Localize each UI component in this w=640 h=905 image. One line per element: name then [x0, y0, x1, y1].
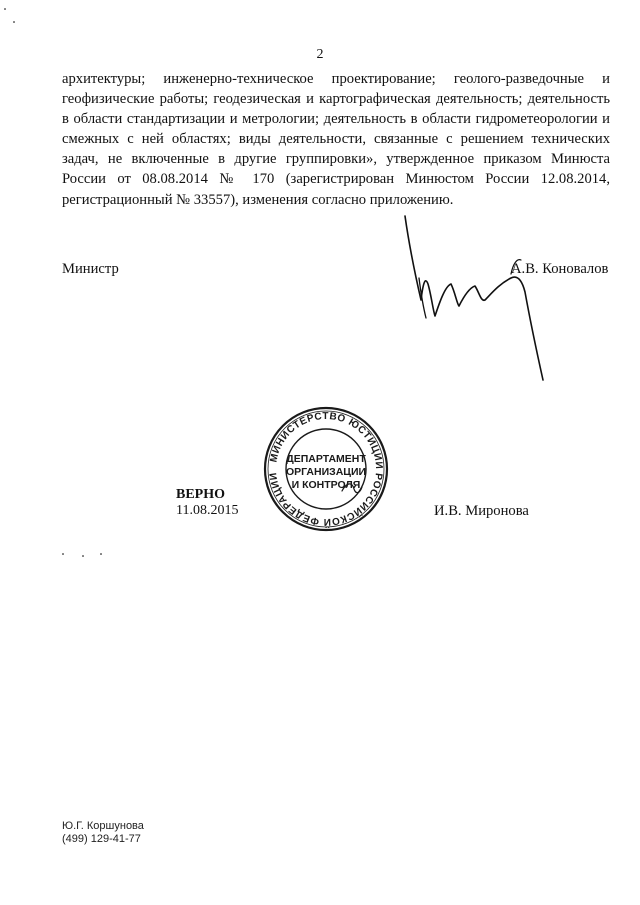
svg-text:И КОНТРОЛЯ: И КОНТРОЛЯ — [291, 479, 361, 491]
scan-speck — [4, 8, 6, 10]
body-paragraph: архитектуры; инженерно-техническое проектирование; геолого-разведочные и геофизические работы; геодезическая и картографическая деятельность; деятельность в области стандартизации и метрологии; деятельность в области гидрометеорологии и смежных с ней областях; виды деятельности, связанные с решением технических задач, не включенные в другие группировки», утвержденное приказом Минюста России от 08.08.2014 № 170 (зарегистрирован Минюстом России 12.08.2014, регистрационный № 33557), изменения согласно приложению. — [62, 71, 610, 208]
scan-speck — [62, 553, 64, 555]
signer-role: Министр — [62, 261, 119, 277]
department-seal — [262, 405, 390, 533]
page-number: 2 — [316, 47, 324, 62]
scan-speck — [82, 555, 84, 557]
certification-label: ВЕРНО — [176, 487, 226, 502]
svg-text:ДЕПАРТАМЕНТ: ДЕПАРТАМЕНТ — [286, 453, 366, 465]
scan-speck — [13, 21, 15, 23]
handwritten-signature — [395, 214, 555, 384]
executor-name: Ю.Г. Коршунова — [62, 820, 144, 832]
signer-name: А.В. Коновалов — [511, 261, 609, 277]
executor-phone: (499) 129-41-77 — [62, 833, 141, 845]
certifier-name: И.В. Миронова — [434, 503, 529, 519]
svg-text:МИНИСТЕРСТВО ЮСТИЦИИ РОССИЙСКО: МИНИСТЕРСТВО ЮСТИЦИИ РОССИЙСКОЙ ФЕДЕРАЦИИ — [268, 410, 385, 528]
scan-speck — [100, 553, 102, 555]
certification-date: 11.08.2015 — [176, 503, 239, 518]
svg-text:ОРГАНИЗАЦИИ: ОРГАНИЗАЦИИ — [285, 466, 367, 478]
